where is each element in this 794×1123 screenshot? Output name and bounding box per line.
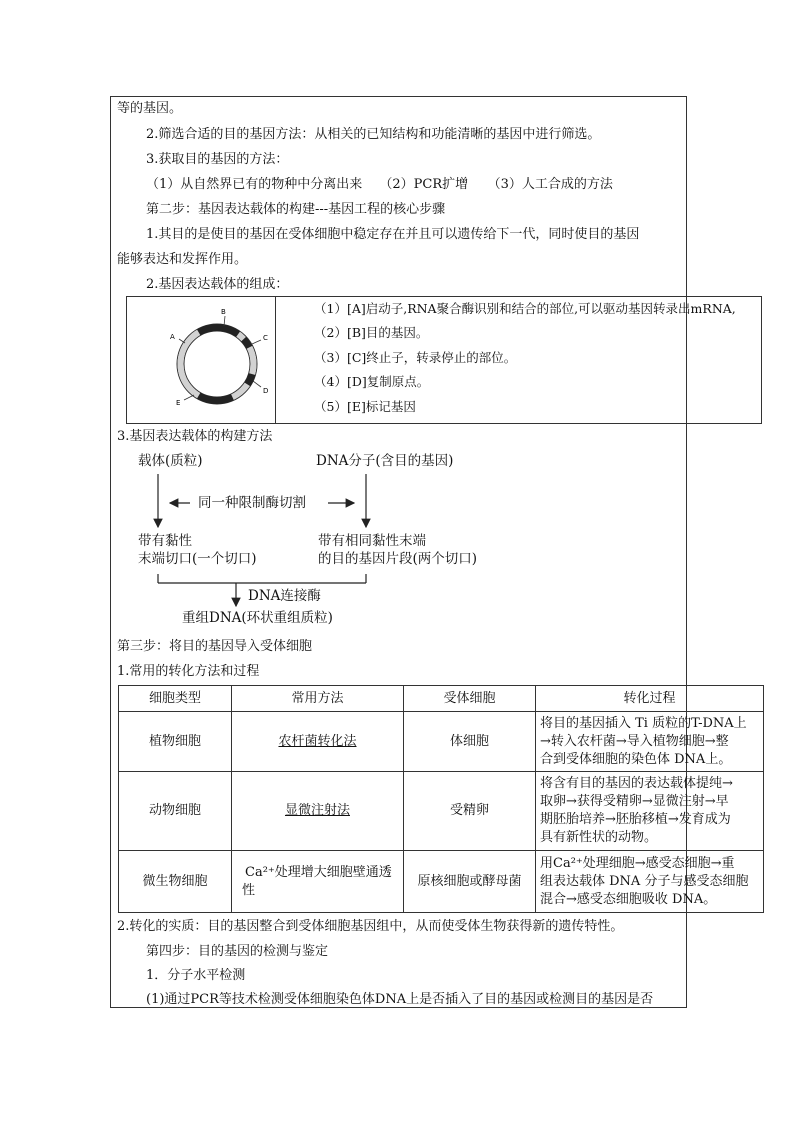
process-animal-line-3: 期胚胎培养→胚胎移植→发育成为 <box>540 812 731 827</box>
step4-sub-1: 1．分子水平检测 <box>146 968 246 983</box>
table-row-animal <box>119 772 764 851</box>
component-target-gene: （2）[B]目的基因。 <box>314 325 429 341</box>
flow-sticky-right-1: 带有相同黏性末端 <box>318 533 426 549</box>
method-animal: 显微注射法 <box>284 803 350 818</box>
flow-ligase: DNA连接酶 <box>248 588 321 604</box>
plasmid-label-e: E <box>176 399 181 407</box>
flow-sticky-left-2: 末端切口(一个切口) <box>138 551 257 567</box>
process-plant <box>536 712 764 772</box>
receptor-animal: 受精卵 <box>404 772 536 851</box>
process-animal-line-1: 将含有目的基因的表达载体提纯→ <box>540 776 733 791</box>
flow-sticky-right-2: 的目的基因片段(两个切口) <box>318 551 478 567</box>
intro-line-3: 3.获取目的基因的方法： <box>146 152 289 167</box>
flow-result: 重组DNA(环状重组质粒) <box>182 610 333 626</box>
process-microbe-line-3: 混合→感受态细胞吸收 DNA。 <box>540 891 717 907</box>
cell-type-microbe: 微生物细胞 <box>119 851 232 913</box>
intro-line-1: 等的基因。 <box>117 101 183 116</box>
header-receptor: 受体细胞 <box>404 686 536 712</box>
component-marker-gene: （5）[E]标记基因 <box>314 398 416 414</box>
step4-item-1: (1)通过PCR等技术检测受体细胞染色体DNA上是否插入了目的基因或检测目的基因是否 <box>146 992 654 1007</box>
method-microbe <box>232 851 404 913</box>
plasmid-label-b: B <box>221 308 226 316</box>
process-microbe-line-1: 用Ca²⁺处理细胞→感受态细胞→重 <box>540 855 735 871</box>
header-process: 转化过程 <box>536 686 764 712</box>
step2-method-heading: 3.基因表达载体的构建方法 <box>117 429 273 444</box>
flow-cut: 同一种限制酶切割 <box>198 495 306 511</box>
method-microbe-line-1: Ca²⁺处理增大细胞壁通透 <box>245 864 392 880</box>
flow-dna: DNA分子(含目的基因) <box>316 453 454 469</box>
step3-sub-1: 1.常用的转化方法和过程 <box>117 664 260 679</box>
receptor-microbe: 原核细胞或酵母菌 <box>404 851 536 913</box>
process-animal-line-4: 具有新性状的动物。 <box>540 830 658 845</box>
process-plant-line-2: →转入农杆菌→导入植物细胞→整 <box>540 733 729 749</box>
plasmid-label-d: D <box>263 387 269 395</box>
table-row-plant <box>119 712 764 772</box>
plasmid-label-a: A <box>170 333 175 341</box>
cell-type-animal: 动物细胞 <box>119 772 232 851</box>
intro-line-4: （1）从自然界已有的物种中分离出来 （2）PCR扩增 （3）人工合成的方法 <box>146 177 613 192</box>
plasmid-label-c: C <box>263 334 268 342</box>
receptor-plant: 体细胞 <box>404 712 536 772</box>
process-plant-line-1: 将目的基因插入 Ti 质粒的T-DNA上 <box>540 715 747 731</box>
component-terminator: （3）[C]终止子，转录停止的部位。 <box>314 349 517 365</box>
step2-composition-heading: 2.基因表达载体的组成： <box>146 277 289 292</box>
header-method: 常用方法 <box>232 686 404 712</box>
method-microbe-line-2: 性 <box>242 882 256 898</box>
flow-sticky-left-1: 带有黏性 <box>138 533 192 549</box>
process-plant-line-3: 合到受体细胞的染色体 DNA上。 <box>540 751 732 767</box>
method-plant: 农杆菌转化法 <box>278 733 357 749</box>
step2-purpose-line-2: 能够表达和发挥作用。 <box>117 252 248 267</box>
intro-line-2: 2.筛选合适的目的基因方法：从相关的已知结构和功能清晰的基因中进行筛选。 <box>146 127 601 142</box>
table-row-microbe <box>119 851 764 913</box>
step3-essence: 2.转化的实质：目的基因整合到受体细胞基因组中，从而使受体生物获得新的遗传特性。 <box>117 919 624 934</box>
step4-heading: 第四步：目的基因的检测与鉴定 <box>146 944 329 959</box>
step2-purpose-line-1: 1.其目的是使目的基因在受体细胞中稳定存在并且可以遗传给下一代，同时使目的基因 <box>146 227 640 242</box>
transformation-methods-table <box>118 685 764 913</box>
cell-type-plant: 植物细胞 <box>119 712 232 772</box>
process-microbe <box>536 851 764 913</box>
flow-vector: 载体(质粒) <box>138 453 203 469</box>
header-cell-type: 细胞类型 <box>119 686 232 712</box>
process-animal-line-2: 取卵→获得受精卵→显微注射→早 <box>540 794 729 809</box>
component-promoter: （1）[A]启动子,RNA聚合酶识别和结合的部位,可以驱动基因转录出mRNA, <box>314 301 736 316</box>
step2-heading: 第二步：基因表达载体的构建---基因工程的核心步骤 <box>146 202 446 217</box>
process-animal <box>536 772 764 851</box>
component-origin: （4）[D]复制原点。 <box>314 374 430 390</box>
process-microbe-line-2: 组表达载体 DNA 分子与感受态细胞 <box>540 873 749 889</box>
step3-heading: 第三步：将目的基因导入受体细胞 <box>117 639 313 654</box>
